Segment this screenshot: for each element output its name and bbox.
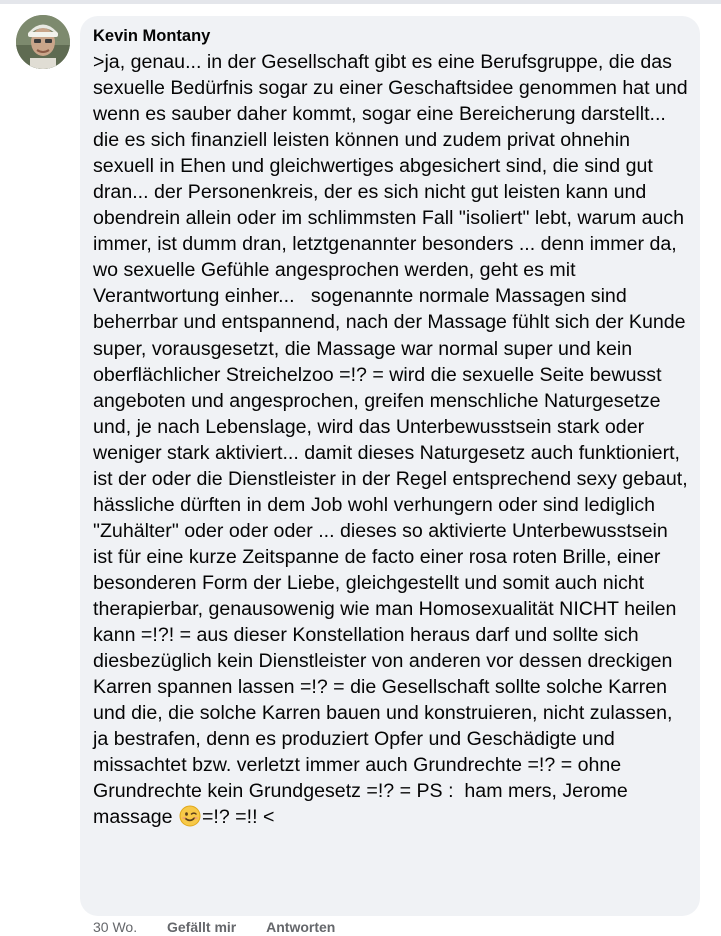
comment-text [93, 49, 694, 830]
winking-smiling-face-icon [179, 805, 201, 827]
comment-text-tail: =!? =!! < [201, 806, 275, 829]
avatar[interactable] [16, 15, 70, 69]
comment-bubble [80, 16, 700, 916]
like-button[interactable]: Gefällt mir [167, 919, 237, 935]
comment-timestamp[interactable]: 30 Wo. [93, 919, 138, 935]
reply-button[interactable]: Antworten [266, 919, 336, 935]
comment-meta [93, 918, 361, 936]
avatar-photo [16, 15, 70, 69]
comment-text-body: >ja, genau... in der Gesellschaft gibt es eine Berufsgruppe, die das sexuelle Bedürfnis sogar zu einer Geschaftsidee genommen hat und wenn es sauber daher kommt, sogar eine Bereicherung darstellt... die es sich finanziell leisten können und zudem privat ohnehin sexuell in Ehen und gleichwertiges abgesichert sind, die sind gut dran... der Personenkreis, der es sich nicht gut leisten kann und obendrein allein oder im schlimmsten Fall "isoliert" lebt, warum auch immer, ist dumm dran, letztgenannter besonders ... denn immer da, wo sexuelle Gefühle angesprochen werden, geht es mit Verantwortung einher... sogenannte normale Massagen sind beherrbar und entspannend, nach der Massage fühlt sich der Kunde super, vorausgesetzt, die Massage war normal super und kein oberflächlicher Streichelzoo =!? = wird die sexuelle Seite bewusst angeboten und angesprochen, greifen menschliche Naturgesetze und, je nach Lebenslage, wird das Unterbewusstsein stark oder weniger stark aktiviert... damit dieses Naturgesetz auch funktioniert, ist der oder die Dienstleister in der Regel entsprechend sexy gebaut, hässliche dürften in dem Job wohl verhungern oder sind lediglich "Zuhälter" oder oder oder ... dieses so aktivierte Unterbewusstsein ist für eine kurze Zeitspanne de facto einer rosa roten Brille, einer besonderen Form der Liebe, gleichgestellt und somit auch nicht therapierbar, genausowenig wie man Homosexualität NICHT heilen kann =!?! = aus dieser Konstellation heraus darf und sollte sich diesbezüglich kein Dienstleister von anderen vor dessen dreckigen Karren spannen lassen =!? = die Gesellschaft sollte solche Karren und die, die solche Karren bauen und konstruieren, nicht zulassen, ja bestrafen, denn es produziert Opfer und Geschädigte und missachtet bzw. verletzt immer auch Grundrechte =!? = ohne Grundrechte kein Grundgesetz =!? = PS : ham mers, Jerome massage [93, 51, 694, 829]
comment-author-name[interactable]: Kevin Montany [93, 27, 211, 45]
